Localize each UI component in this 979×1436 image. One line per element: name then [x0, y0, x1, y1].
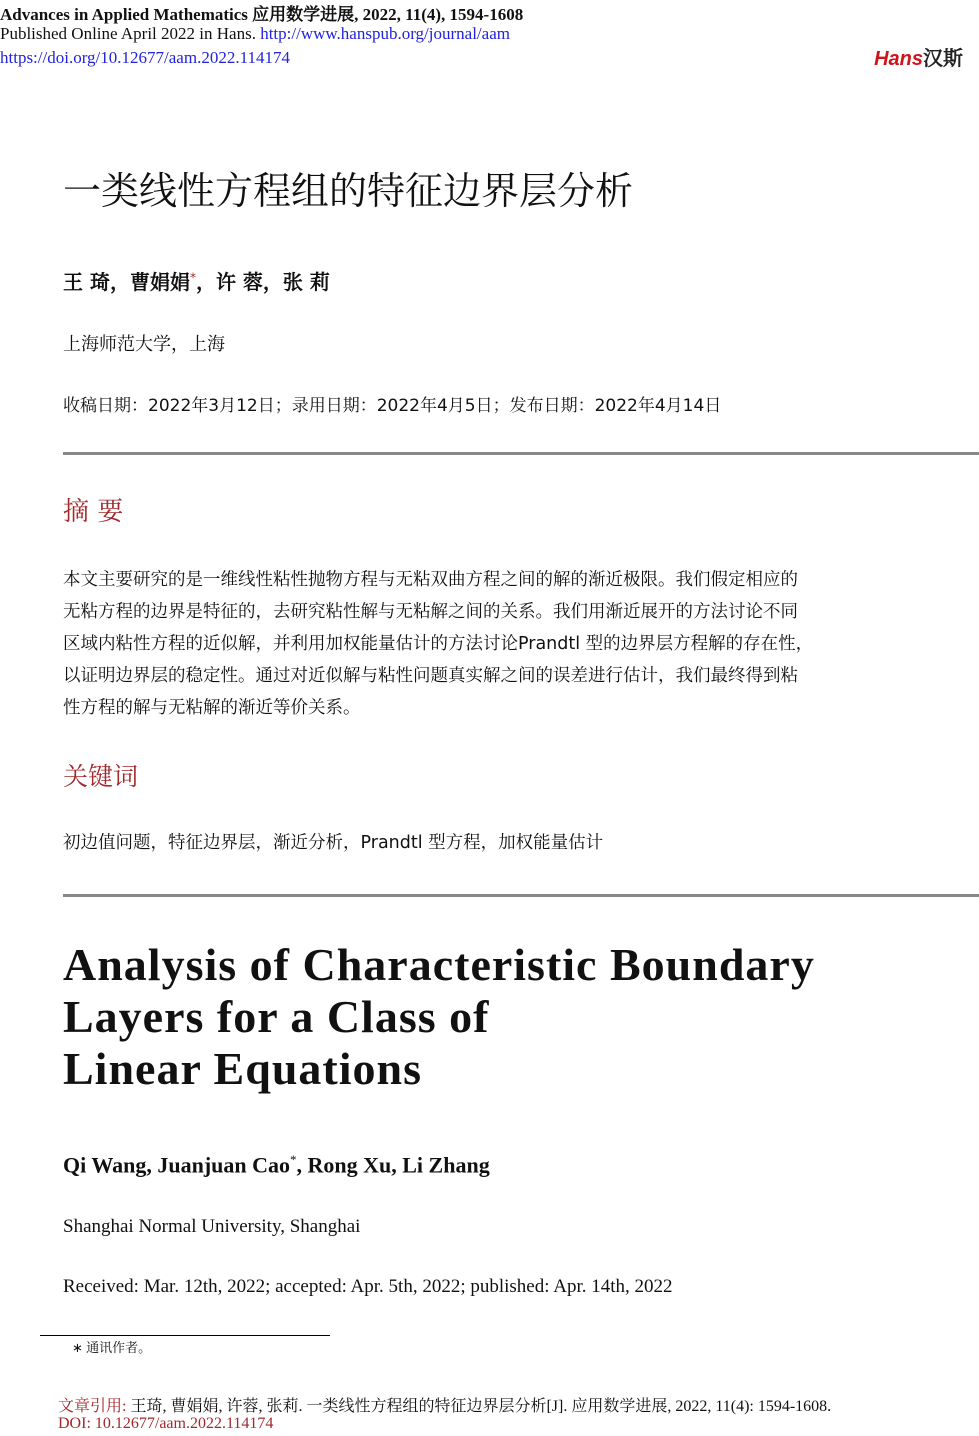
citation [58, 1393, 831, 1416]
section-divider [63, 894, 979, 897]
en-dates: Received: Mar. 12th, 2022; accepted: Apr. 5th, 2022; published: Apr. 14th, 2022 [63, 1276, 673, 1297]
cn-authors-a: 王 琦，曹娟娟 [63, 270, 190, 294]
abstract-line: 无粘方程的边界是特征的，去研究粘性解与无粘解之间的关系。我们用渐近展开的方法讨论不同 [63, 602, 798, 622]
footnote-rule [40, 1335, 330, 1336]
cn-authors-b: ，许 蓉，张 莉 [195, 270, 330, 294]
logo-cjk: 汉斯 [923, 48, 963, 70]
citation-text: 王琦, 曹娟娟, 许蓉, 张莉. 一类线性方程组的特征边界层分析[J]. 应用数学进展, 2022, 11(4): 1594-1608. [126, 1398, 832, 1415]
corresponding-mark: * [189, 270, 196, 285]
en-authors-a: Qi Wang, Juanjuan Cao [63, 1152, 291, 1178]
en-title-line: Layers for a Class of [63, 991, 490, 1042]
cn-affiliation: 上海师范大学，上海 [63, 334, 225, 355]
published-text: Published Online April 2022 in Hans. [0, 24, 256, 43]
abstract-line: 本文主要研究的是一维线性粘性抛物方程与无粘双曲方程之间的解的渐近极限。我们假定相应的 [63, 570, 798, 590]
keywords: 初边值问题，特征边界层，渐近分析，Prandtl 型方程，加权能量估计 [63, 833, 604, 853]
en-authors [63, 1152, 490, 1178]
abstract-line: 以证明边界层的稳定性。通过对近似解与粘性问题真实解之间的误差进行估计，我们最终得到粘 [63, 666, 798, 686]
journal-link[interactable]: http://www.hanspub.org/journal/aam [260, 24, 510, 43]
doi-link[interactable]: https://doi.org/10.12677/aam.2022.114174 [0, 48, 290, 67]
en-title-line: Linear Equations [63, 1043, 422, 1094]
abstract-line: 性方程的解与无粘解的渐近等价关系。 [63, 698, 361, 718]
abstract-heading: 摘 要 [63, 497, 124, 527]
corresponding-mark: * [290, 1152, 297, 1167]
published-line [0, 24, 510, 44]
en-title-line: Analysis of Characteristic Boundary [63, 939, 815, 990]
section-divider [63, 452, 979, 455]
logo-latin: Hans [874, 48, 923, 70]
en-authors-b: , Rong Xu, Li Zhang [296, 1152, 490, 1178]
abstract-line: 区域内粘性方程的近似解，并利用加权能量估计的方法讨论Prandtl 型的边界层方程解的存在性， [63, 634, 814, 654]
cn-title: 一类线性方程组的特征边界层分析 [63, 169, 634, 213]
cn-authors [63, 266, 330, 295]
citation-label: 文章引用: [58, 1398, 127, 1415]
citation-doi[interactable]: DOI: 10.12677/aam.2022.114174 [58, 1415, 274, 1432]
journal-header: Advances in Applied Mathematics 应用数学进展, 2022, 11(4), 1594-1608 [0, 5, 524, 24]
keywords-heading: 关键词 [63, 762, 139, 791]
hans-logo [874, 42, 963, 71]
footnote: ∗ 通讯作者。 [72, 1340, 152, 1355]
cn-dates: 收稿日期：2022年3月12日；录用日期：2022年4月5日；发布日期：2022年4月14日 [63, 396, 722, 416]
en-affiliation: Shanghai Normal University, Shanghai [63, 1216, 361, 1237]
